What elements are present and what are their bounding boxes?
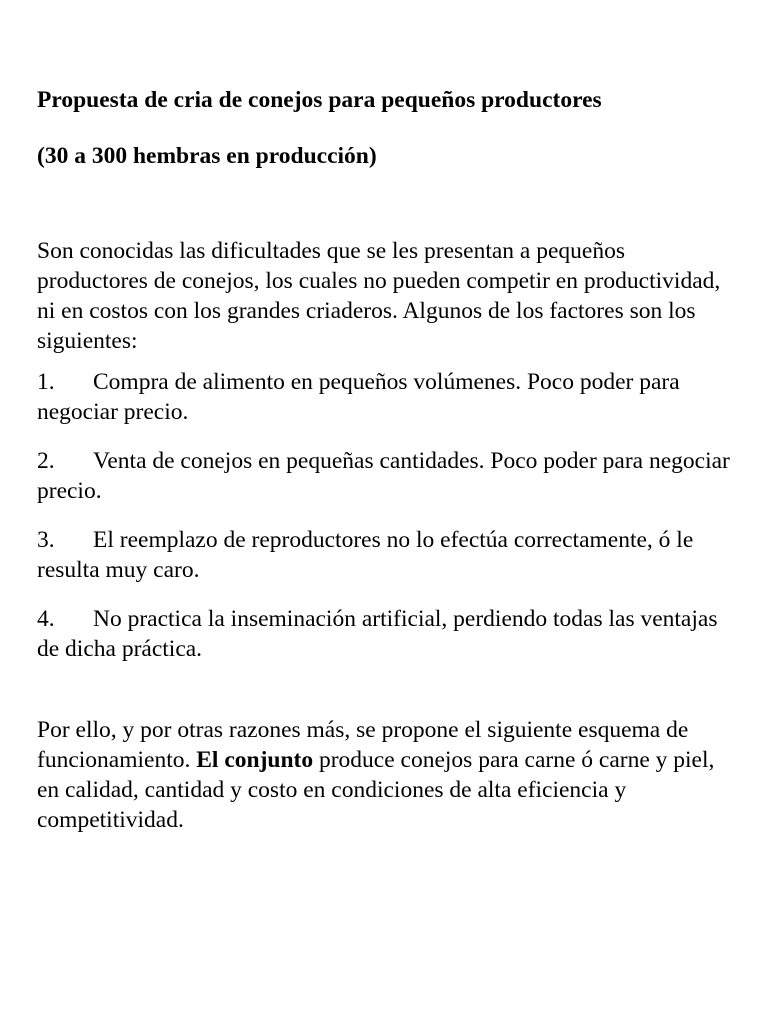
- document-title: Propuesta de cria de conejos para pequeños productores: [37, 87, 602, 113]
- list-item-number: 1.: [37, 369, 55, 395]
- closing-bold-text: El conjunto: [196, 747, 314, 773]
- factors-list: [37, 367, 737, 664]
- list-item-number: 4.: [37, 606, 55, 632]
- list-item-number: 3.: [37, 527, 55, 553]
- list-item: [37, 367, 737, 427]
- document-subtitle: (30 a 300 hembras en producción): [37, 143, 377, 169]
- list-item-text: El reemplazo de reproductores no lo efectúa correctamente, ó le resulta muy caro.: [37, 527, 694, 583]
- list-item-text: Compra de alimento en pequeños volúmenes. Poco poder para negociar precio.: [37, 369, 680, 425]
- closing-paragraph: [37, 715, 737, 835]
- list-item: [37, 604, 737, 664]
- closing-text-end: produce conejos para carne ó carne y piel, en calidad, cantidad y costo en condiciones de alta eficiencia y competitividad.: [37, 747, 715, 833]
- list-item-number: 2.: [37, 448, 55, 474]
- document-page: [37, 85, 737, 835]
- list-item-text: Venta de conejos en pequeñas cantidades. Poco poder para negociar precio.: [37, 448, 730, 504]
- list-item: [37, 446, 737, 506]
- closing-text-start: Por ello, y por otras razones más, se propone el siguiente esquema de funcionamiento.: [37, 717, 689, 773]
- list-item-text: No practica la inseminación artificial, perdiendo todas las ventajas de dicha práctica.: [37, 606, 718, 662]
- list-item: [37, 525, 737, 585]
- intro-paragraph: Son conocidas las dificultades que se les presentan a pequeños productores de conejos, los cuales no pueden competir en productividad, ni en costos con los grandes criaderos. Algunos de los factores son los siguientes:: [37, 238, 721, 354]
